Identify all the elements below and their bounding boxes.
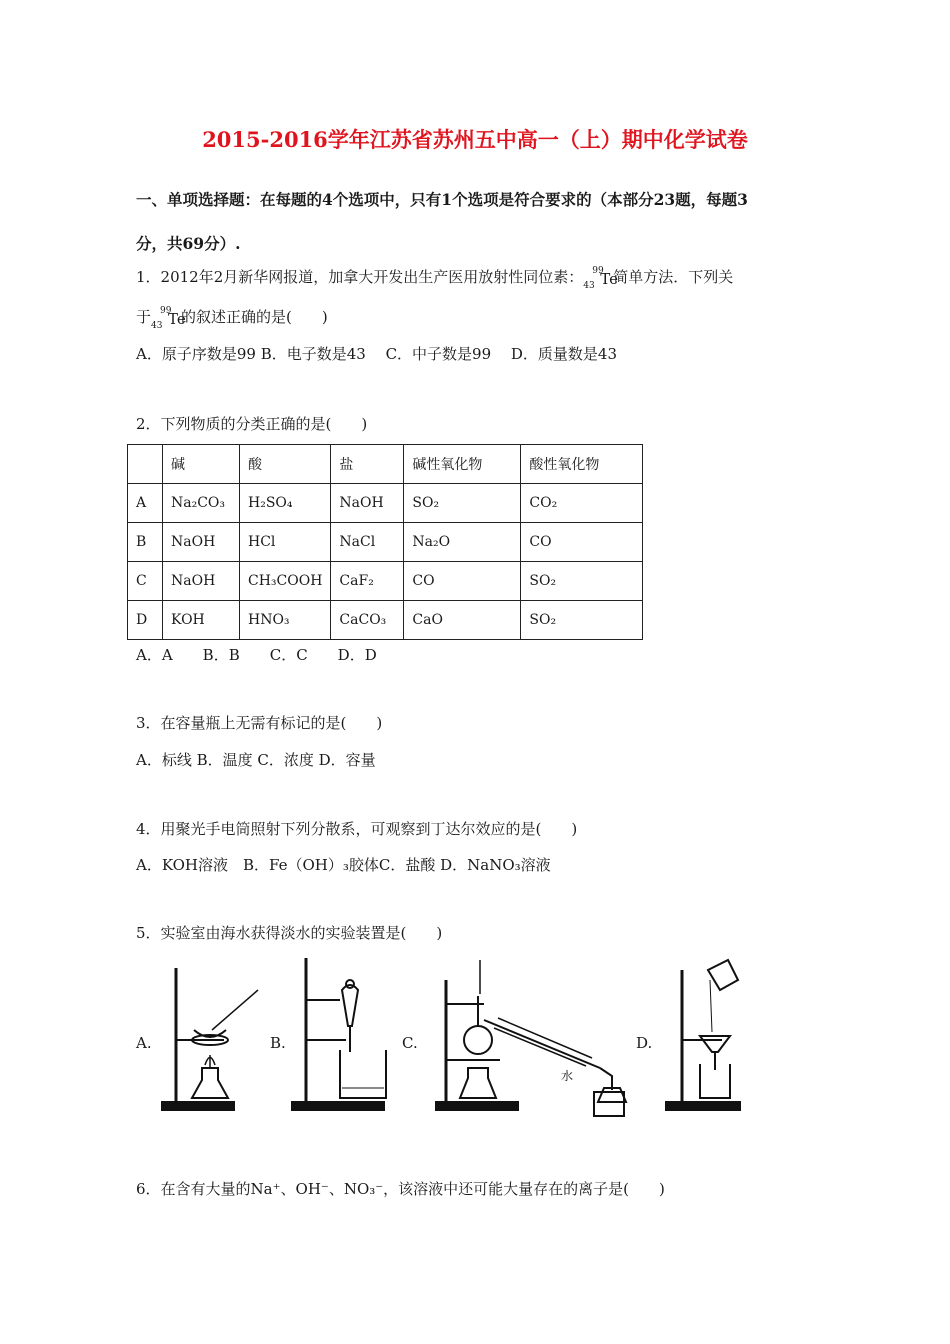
table-cell: SO₂ xyxy=(521,601,643,640)
table-cell: D xyxy=(128,601,163,640)
apparatus-d-filtration xyxy=(666,960,740,1110)
q4-options: A．KOH溶液 B．Fe（OH）₃胶体C．盐酸 D．NaNO₃溶液 xyxy=(136,856,551,874)
table-cell: CaCO₃ xyxy=(331,601,404,640)
table-cell: NaCl xyxy=(331,523,404,562)
q6-stem: 6．在含有大量的Na⁺、OH⁻、NO₃⁻，该溶液中还可能大量存在的离子是( ) xyxy=(136,1180,665,1198)
q2-options: A．A B．B C．C D．D xyxy=(136,646,377,664)
table-header-cell: 碱性氧化物 xyxy=(404,445,521,484)
table-header-cell: 盐 xyxy=(331,445,404,484)
q4-stem: 4．用聚光手电筒照射下列分散系，可观察到丁达尔效应的是( ) xyxy=(136,820,578,838)
table-cell: NaOH xyxy=(163,562,240,601)
table-row xyxy=(128,562,643,601)
table-cell: C xyxy=(128,562,163,601)
option-d-label: D. xyxy=(636,1034,653,1052)
table-cell: HNO₃ xyxy=(240,601,331,640)
table-header-cell xyxy=(128,445,163,484)
water-label: 水 xyxy=(561,1069,574,1083)
table-row xyxy=(128,484,643,523)
apparatus-c-distillation xyxy=(436,960,626,1116)
classification-table xyxy=(127,444,643,640)
table-header-row xyxy=(128,445,643,484)
table-cell: HCl xyxy=(240,523,331,562)
table-row xyxy=(128,523,643,562)
page-title: 2015-2016学年江苏省苏州五中高一（上）期中化学试卷 xyxy=(202,127,748,152)
section-heading-line1: 一、单项选择题：在每题的4个选项中，只有1个选项是符合要求的（本部分23题，每题3 xyxy=(136,190,748,209)
table-cell: B xyxy=(128,523,163,562)
q3-stem: 3．在容量瓶上无需有标记的是( ) xyxy=(136,714,383,732)
option-b-label: B. xyxy=(270,1034,286,1052)
table-cell: A xyxy=(128,484,163,523)
table-cell: CO xyxy=(521,523,643,562)
table-cell: H₂SO₄ xyxy=(240,484,331,523)
apparatus-diagrams xyxy=(0,940,950,1120)
table-cell: NaOH xyxy=(331,484,404,523)
table-header-cell: 酸 xyxy=(240,445,331,484)
table-header-cell: 酸性氧化物 xyxy=(521,445,643,484)
q5-stem: 5．实验室由海水获得淡水的实验装置是( ) xyxy=(136,924,443,942)
table-cell: NaOH xyxy=(163,523,240,562)
section-heading-line2: 分，共69分）. xyxy=(136,234,241,253)
q1-stem-line2: 于 43 99 Te 的叙述正确的是( ) xyxy=(136,306,328,331)
q1-options: A．原子序数是99 B．电子数是43 C．中子数是99 D．质量数是43 xyxy=(136,345,618,363)
table-cell: SO₂ xyxy=(404,484,521,523)
table-cell: KOH xyxy=(163,601,240,640)
apparatus-a-evaporation xyxy=(162,968,258,1110)
q1-stem-line1: 1．2012年2月新华网报道，加拿大开发出生产医用放射性同位素： 43 99 Te 简单方法．下列关 xyxy=(136,266,734,291)
q2-stem: 2．下列物质的分类正确的是( ) xyxy=(136,415,368,433)
table-cell: SO₂ xyxy=(521,562,643,601)
table-cell: Na₂CO₃ xyxy=(163,484,240,523)
table-cell: Na₂O xyxy=(404,523,521,562)
table-cell: CO₂ xyxy=(521,484,643,523)
q3-options: A．标线 B．温度 C．浓度 D．容量 xyxy=(136,751,376,769)
apparatus-b-separatory-funnel xyxy=(292,958,386,1110)
isotope-symbol: 43 99 Te xyxy=(583,266,618,291)
table-cell: CH₃COOH xyxy=(240,562,331,601)
table-row xyxy=(128,601,643,640)
isotope-symbol: 43 99 Te xyxy=(151,306,186,331)
table-cell: CaO xyxy=(404,601,521,640)
table-cell: CO xyxy=(404,562,521,601)
table-cell: CaF₂ xyxy=(331,562,404,601)
option-a-label: A. xyxy=(136,1034,152,1052)
option-c-label: C. xyxy=(402,1034,418,1052)
table-header-cell: 碱 xyxy=(163,445,240,484)
